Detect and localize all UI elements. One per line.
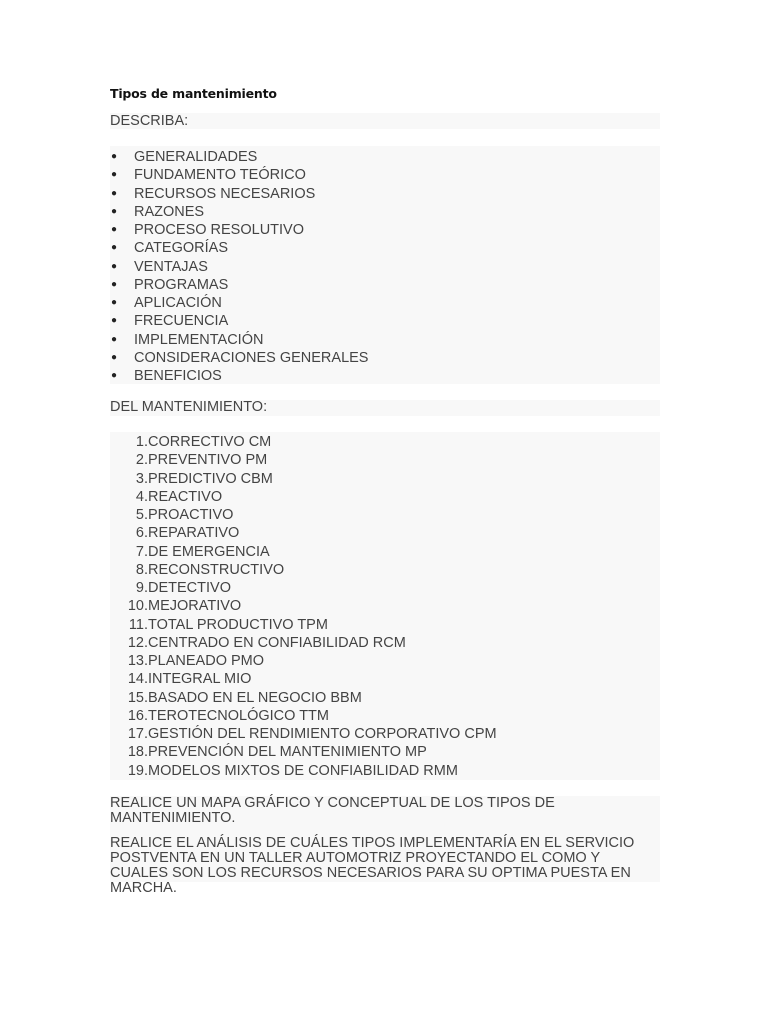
- maintenance-type-label: REPARATIVO: [148, 525, 240, 542]
- maintenance-type-label: PREVENTIVO PM: [148, 452, 268, 469]
- topics-bullet-list: [110, 148, 368, 385]
- maintenance-type-item: [110, 762, 458, 780]
- describe-heading-block: [110, 113, 660, 129]
- topic-list-item: [110, 166, 368, 184]
- bullet-icon: ●: [111, 333, 118, 345]
- maintenance-type-item: [110, 725, 497, 743]
- item-number: 3.: [135, 470, 148, 487]
- item-number: 16.: [127, 707, 148, 724]
- topic-label: RECURSOS NECESARIOS: [134, 185, 316, 202]
- item-number: 19.: [127, 762, 148, 779]
- bullet-icon: ●: [111, 205, 118, 217]
- maintenance-type-label: PLANEADO PMO: [148, 653, 265, 669]
- maintenance-type-label: PREVENCIÓN DEL MANTENIMIENTO MP: [148, 744, 427, 761]
- maintenance-type-item: [110, 470, 273, 488]
- document-title: Tipos de mantenimiento: [110, 86, 277, 101]
- topic-list-item: [110, 203, 368, 221]
- maintenance-type-item: [110, 543, 270, 561]
- maintenance-type-label: MEJORATIVO: [148, 598, 242, 615]
- instructions-block: [110, 795, 660, 896]
- maintenance-type-label: INTEGRAL MIO: [148, 671, 252, 688]
- topic-label: APLICACIÓN: [134, 295, 222, 311]
- item-number: 6.: [135, 525, 148, 542]
- topic-list-item: [110, 258, 368, 276]
- topic-list-item: [110, 331, 368, 349]
- maintenance-type-label: RECONSTRUCTIVO: [148, 561, 285, 578]
- bullet-icon: ●: [111, 260, 118, 272]
- item-number: 5.: [135, 507, 148, 523]
- topic-list-item: [110, 367, 368, 385]
- item-number: 18.: [127, 744, 148, 761]
- topic-label: RAZONES: [134, 203, 205, 220]
- item-number: 2.: [135, 452, 148, 469]
- maintenance-type-item: [110, 652, 265, 670]
- maintenance-type-label: DETECTIVO: [148, 580, 231, 596]
- bullet-icon: ●: [111, 351, 118, 363]
- maintenance-type-item: [110, 433, 272, 451]
- maintenance-type-label: REACTIVO: [148, 488, 223, 505]
- item-number: 12.: [127, 634, 148, 651]
- topic-list-item: [110, 239, 368, 257]
- maintenance-type-item: [110, 597, 242, 615]
- maintenance-type-label: GESTIÓN DEL RENDIMIENTO CORPORATIVO CPM: [148, 726, 497, 742]
- item-number: 10.: [127, 598, 148, 615]
- topic-list-item: [110, 276, 368, 294]
- maintenance-heading-block: [110, 400, 660, 416]
- maintenance-type-item: [110, 451, 268, 469]
- maintenance-type-label: DE EMERGENCIA: [148, 543, 270, 560]
- bullet-icon: ●: [111, 242, 118, 254]
- maintenance-type-label: BASADO EN EL NEGOCIO BBM: [148, 689, 362, 706]
- item-number: 1.: [135, 434, 148, 450]
- maintenance-type-label: TEROTECNOLÓGICO TTM: [148, 707, 329, 724]
- item-number: 14.: [127, 671, 148, 688]
- topic-list-item: [110, 294, 368, 312]
- topic-list-item: [110, 349, 368, 367]
- item-number: 15.: [127, 689, 148, 706]
- bullet-icon: ●: [111, 151, 118, 162]
- topic-label: IMPLEMENTACIÓN: [134, 331, 264, 348]
- bullet-icon: ●: [111, 187, 118, 199]
- maintenance-type-label: PREDICTIVO CBM: [148, 470, 273, 487]
- maintenance-type-item: [110, 524, 240, 542]
- maintenance-type-item: [110, 707, 329, 725]
- instruction-paragraph-map: REALICE UN MAPA GRÁFICO Y CONCEPTUAL DE LOS TIPOS DE MANTENIMIENTO.: [110, 795, 555, 826]
- item-number: 9.: [135, 580, 148, 596]
- item-number: 13.: [127, 653, 148, 669]
- item-number: 8.: [135, 561, 148, 578]
- maintenance-type-label: MODELOS MIXTOS DE CONFIABILIDAD RMM: [148, 762, 458, 779]
- item-number: 4.: [135, 488, 148, 505]
- maintenance-type-item: [110, 634, 406, 652]
- maintenance-label: DEL MANTENIMIENTO:: [110, 399, 268, 415]
- maintenance-type-item: [110, 506, 234, 524]
- topic-label: CATEGORÍAS: [134, 240, 228, 257]
- item-number: 17.: [127, 726, 148, 742]
- maintenance-types-numbered-list: [110, 433, 497, 780]
- topics-list-block: [110, 146, 660, 384]
- topic-label: PROCESO RESOLUTIVO: [134, 222, 305, 238]
- maintenance-type-item: [110, 689, 362, 707]
- topic-label: FUNDAMENTO TEÓRICO: [134, 167, 306, 184]
- topic-list-item: [110, 148, 368, 166]
- maintenance-type-item: [110, 561, 285, 579]
- maintenance-type-label: CORRECTIVO CM: [148, 434, 272, 450]
- maintenance-types-block: [110, 432, 660, 780]
- topic-label: PROGRAMAS: [134, 276, 229, 293]
- topic-label: VENTAJAS: [134, 258, 208, 275]
- maintenance-type-label: CENTRADO EN CONFIABILIDAD RCM: [148, 634, 406, 651]
- bullet-icon: ●: [111, 297, 118, 308]
- describe-label: DESCRIBA:: [110, 113, 189, 129]
- maintenance-type-item: [110, 670, 252, 688]
- topic-list-item: [110, 185, 368, 203]
- topic-label: GENERALIDADES: [134, 149, 258, 165]
- topic-label: CONSIDERACIONES GENERALES: [134, 349, 369, 366]
- maintenance-type-item: [110, 743, 427, 761]
- maintenance-type-label: PROACTIVO: [148, 507, 234, 523]
- topic-label: BENEFICIOS: [134, 368, 222, 384]
- instruction-paragraph-analysis: REALICE EL ANÁLISIS DE CUÁLES TIPOS IMPLEMENTARÍA EN EL SERVICIO POSTVENTA EN UN TALLER AUTOMOTRIZ PROYECTANDO EL COMO Y CUALES SON LOS RECURSOS NECESARIOS PARA SU OPTIMA PUESTA EN MARCHA.: [110, 835, 635, 896]
- bullet-icon: ●: [111, 169, 118, 181]
- bullet-icon: ●: [111, 315, 118, 327]
- topic-label: FRECUENCIA: [134, 313, 229, 330]
- maintenance-type-item: [110, 616, 328, 634]
- bullet-icon: ●: [111, 224, 118, 235]
- topic-list-item: [110, 312, 368, 330]
- maintenance-type-item: [110, 488, 223, 506]
- bullet-icon: ●: [111, 278, 118, 290]
- item-number: 7.: [135, 543, 148, 560]
- maintenance-type-item: [110, 579, 231, 597]
- bullet-icon: ●: [111, 370, 118, 381]
- item-number: 11.: [128, 616, 148, 633]
- topic-list-item: [110, 221, 368, 239]
- maintenance-type-label: TOTAL PRODUCTIVO TPM: [148, 616, 328, 633]
